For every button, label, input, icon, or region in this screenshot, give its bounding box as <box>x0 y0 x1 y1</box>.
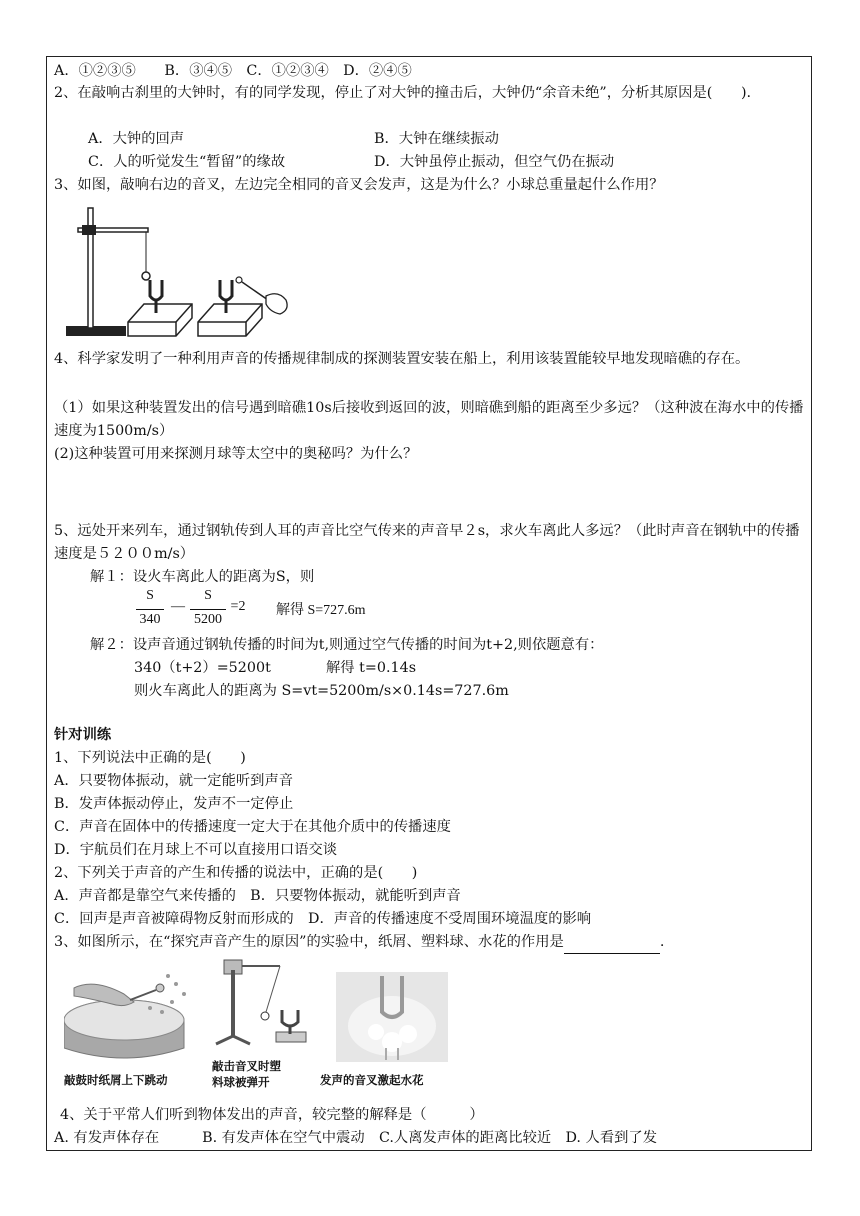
minus-sign: — <box>171 599 185 614</box>
section-heading: 针对训练 <box>54 727 112 743</box>
practice-1-option-d: D．宇航员们在月球上不可以直接用口语交谈 <box>54 842 338 858</box>
fraction-2-bar <box>190 609 226 610</box>
caption-fork-line-2: 料球被弹开 <box>212 1075 270 1089</box>
q2-option-d: D．大钟虽停止振动，但空气仍在振动 <box>374 154 615 170</box>
caption-fork-line-1: 敲击音叉时塑 <box>212 1059 281 1073</box>
fraction-1-denominator: 340 <box>139 612 161 627</box>
practice-2-options-cd: C．回声是声音被障碍物反射而形成的 D．声音的传播速度不受周围环境温度的影响 <box>54 911 592 927</box>
answer-blank <box>564 939 660 954</box>
fraction-1-bar <box>136 609 164 610</box>
fork-water-splash-figure <box>336 972 448 1062</box>
practice-1: 1、下列说法中正确的是( ) <box>54 750 246 766</box>
equals-two: =2 <box>230 599 246 614</box>
question-2: 2、在敲响古刹里的大钟时，有的同学发现，停止了对大钟的撞击后，大钟仍“余音未绝”，分析其原因是( ). <box>54 85 752 101</box>
fraction-2-numerator: S <box>204 588 212 603</box>
solution-2-setup: 解２：设声音通过钢轨传播的时间为t,则通过空气传播的时间为t+2,则依题意有： <box>90 637 604 653</box>
q2-option-c: C．人的听觉发生“暂留”的缘故 <box>88 154 286 170</box>
practice-1-option-a: A．只要物体振动，就一定能听到声音 <box>54 773 294 789</box>
question-4-part-2: (2)这种装置可用来探测月球等太空中的奥秘吗？为什么？ <box>54 446 418 462</box>
q1-options: A．①②③⑤ B．③④⑤ C．①②③④ D．②④⑤ <box>54 63 412 79</box>
practice-1-option-c: C．声音在固体中的传播速度一定大于在其他介质中的传播速度 <box>54 819 451 835</box>
practice-2-options-ab: A．声音都是靠空气来传播的 B．只要物体振动，就能听到声音 <box>54 888 461 904</box>
drum-paper-scraps-figure <box>64 968 200 1060</box>
practice-3-period: . <box>659 934 665 950</box>
solution-1-result: 解得 S=727.6m <box>276 603 366 618</box>
practice-4-options: A. 有发声体存在 B. 有发声体在空气中震动 C.人离发声体的距离比较近 D. 人看到了发 <box>54 1130 658 1146</box>
practice-3-text: 3、如图所示，在“探究声音产生的原因”的实验中，纸屑、塑料球、水花的作用是 <box>54 934 564 950</box>
question-3: 3、如图，敲响右边的音叉，左边完全相同的音叉会发声，这是为什么？小球总重量起什么作用？ <box>54 177 664 193</box>
solution-2-distance: 则火车离此人的距离为 S=vt=5200m/s×0.14s=727.6m <box>134 683 509 699</box>
tuning-fork-resonance-figure <box>58 200 298 342</box>
question-4-part-1: （1）如果这种装置发出的信号遇到暗礁10s后接收到返回的波，则暗礁到船的距离至少多远？（这种波在海水中的传播速度为1500m/s） <box>54 400 804 439</box>
practice-1-option-b: B．发声体振动停止，发声不一定停止 <box>54 796 294 812</box>
caption-water: 发声的音叉激起水花 <box>320 1073 424 1087</box>
solution-1-setup: 解１：设火车离此人的距离为S，则 <box>90 569 315 585</box>
practice-4: 4、关于平常人们听到物体发出的声音，较完整的解释是（ ） <box>60 1107 484 1123</box>
solution-2-equation: 340（t+2）=5200t <box>134 660 271 676</box>
fraction-1-numerator: S <box>146 588 154 603</box>
caption-drum: 敲鼓时纸屑上下跳动 <box>64 1073 168 1087</box>
practice-2: 2、下列关于声音的产生和传播的说法中，正确的是( ) <box>54 865 418 881</box>
q2-option-b: B．大钟在继续振动 <box>374 131 499 147</box>
fraction-2-denominator: 5200 <box>194 612 222 627</box>
fork-plastic-ball-figure <box>210 956 310 1048</box>
q2-option-a: A．大钟的回声 <box>88 131 185 147</box>
solution-2-result: 解得 t=0.14s <box>326 660 417 676</box>
practice-3 <box>54 931 808 954</box>
question-5: 5、远处开来列车，通过钢轨传到人耳的声音比空气传来的声音早２s，求火车离此人多远？（此时声音在钢轨中的传播速度是５２００m/s） <box>54 523 800 562</box>
question-4: 4、科学家发明了一种利用声音的传播规律制成的探测装置安装在船上，利用该装置能较早地发现暗礁的存在。 <box>54 351 750 367</box>
